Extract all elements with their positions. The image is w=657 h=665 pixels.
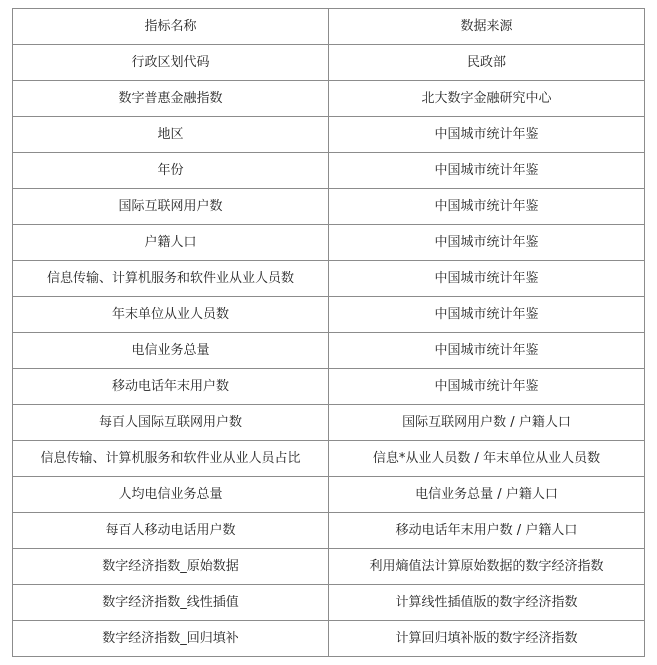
table-row (13, 405, 645, 441)
indicator-name-cell: 数字经济指数_回归填补 (13, 621, 329, 657)
indicator-name-cell: 移动电话年末用户数 (13, 369, 329, 405)
data-source-cell: 中国城市统计年鉴 (329, 333, 645, 369)
header-row (13, 9, 645, 45)
data-source-cell: 中国城市统计年鉴 (329, 261, 645, 297)
indicator-name-cell: 年末单位从业人员数 (13, 297, 329, 333)
table-row (13, 117, 645, 153)
indicator-name-cell: 信息传输、计算机服务和软件业从业人员数 (13, 261, 329, 297)
table-row (13, 153, 645, 189)
table-row (13, 621, 645, 657)
header-indicator-name: 指标名称 (13, 9, 329, 45)
table-row (13, 513, 645, 549)
data-source-table (12, 8, 645, 657)
data-source-cell: 民政部 (329, 45, 645, 81)
indicator-name-cell: 每百人移动电话用户数 (13, 513, 329, 549)
indicator-name-cell: 行政区划代码 (13, 45, 329, 81)
indicator-name-cell: 户籍人口 (13, 225, 329, 261)
table-row (13, 333, 645, 369)
indicator-name-cell: 电信业务总量 (13, 333, 329, 369)
data-source-cell: 移动电话年末用户数 / 户籍人口 (329, 513, 645, 549)
data-source-cell: 电信业务总量 / 户籍人口 (329, 477, 645, 513)
indicator-name-cell: 国际互联网用户数 (13, 189, 329, 225)
indicator-name-cell: 年份 (13, 153, 329, 189)
data-source-cell: 国际互联网用户数 / 户籍人口 (329, 405, 645, 441)
data-source-cell: 中国城市统计年鉴 (329, 189, 645, 225)
data-source-table-container (12, 8, 645, 657)
table-row (13, 585, 645, 621)
indicator-name-cell: 数字经济指数_线性插值 (13, 585, 329, 621)
table-body (13, 45, 645, 657)
data-source-cell: 计算线性插值版的数字经济指数 (329, 585, 645, 621)
indicator-name-cell: 信息传输、计算机服务和软件业从业人员占比 (13, 441, 329, 477)
table-row (13, 81, 645, 117)
table-row (13, 261, 645, 297)
table-row (13, 441, 645, 477)
table-row (13, 297, 645, 333)
data-source-cell: 计算回归填补版的数字经济指数 (329, 621, 645, 657)
indicator-name-cell: 人均电信业务总量 (13, 477, 329, 513)
indicator-name-cell: 每百人国际互联网用户数 (13, 405, 329, 441)
header-data-source: 数据来源 (329, 9, 645, 45)
data-source-cell: 中国城市统计年鉴 (329, 153, 645, 189)
data-source-cell: 中国城市统计年鉴 (329, 225, 645, 261)
indicator-name-cell: 数字经济指数_原始数据 (13, 549, 329, 585)
data-source-cell: 中国城市统计年鉴 (329, 369, 645, 405)
indicator-name-cell: 地区 (13, 117, 329, 153)
data-source-cell: 信息*从业人员数 / 年末单位从业人员数 (329, 441, 645, 477)
table-row (13, 189, 645, 225)
data-source-cell: 中国城市统计年鉴 (329, 117, 645, 153)
table-row (13, 225, 645, 261)
table-row (13, 369, 645, 405)
table-row (13, 477, 645, 513)
data-source-cell: 利用熵值法计算原始数据的数字经济指数 (329, 549, 645, 585)
table-row (13, 45, 645, 81)
table-header (13, 9, 645, 45)
data-source-cell: 北大数字金融研究中心 (329, 81, 645, 117)
table-row (13, 549, 645, 585)
indicator-name-cell: 数字普惠金融指数 (13, 81, 329, 117)
data-source-cell: 中国城市统计年鉴 (329, 297, 645, 333)
